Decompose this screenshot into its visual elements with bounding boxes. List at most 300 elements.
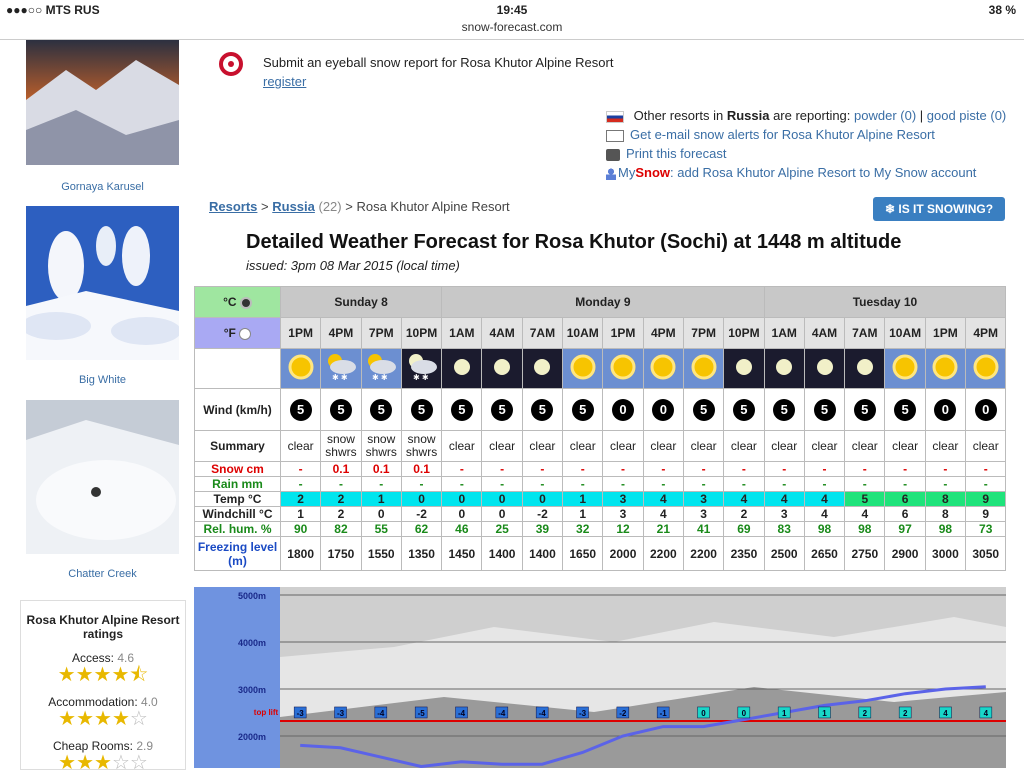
temp-marker-label: 1 (822, 708, 827, 718)
mysnow-link[interactable]: : add Rosa Khutor Alpine Resort to My Snow account (670, 165, 977, 180)
freezing-cell: 2200 (683, 537, 723, 571)
weather-cell (563, 349, 603, 389)
radio-empty-icon[interactable] (239, 328, 251, 340)
temp-marker-label: 4 (943, 708, 948, 718)
freezing-cell: 2900 (885, 537, 925, 571)
moon-icon (850, 371, 880, 385)
windchill-cell: 2 (724, 507, 764, 522)
snow-cell: - (804, 462, 844, 477)
freezing-cell: 3000 (925, 537, 965, 571)
sun-icon (890, 371, 920, 385)
ratings-panel (20, 600, 186, 774)
freezing-cell: 1800 (281, 537, 321, 571)
wind-arrow-icon: 5 (330, 399, 352, 421)
resort-photo-chatter-creek[interactable] (26, 400, 179, 554)
snow-cell: - (603, 462, 643, 477)
snow-cell: - (683, 462, 723, 477)
summary-cell: clear (482, 431, 522, 462)
humidity-cell: 39 (522, 522, 562, 537)
svg-text:✱ ✱: ✱ ✱ (372, 373, 388, 382)
humidity-cell: 46 (442, 522, 482, 537)
svg-text:✱ ✱: ✱ ✱ (412, 373, 429, 382)
windchill-cell: 1 (281, 507, 321, 522)
printer-icon (606, 149, 620, 161)
rain-cell: - (482, 477, 522, 492)
country-name: Russia (726, 108, 770, 123)
breadcrumb-current: Rosa Khutor Alpine Resort (356, 199, 510, 214)
freezing-cell: 1550 (361, 537, 401, 571)
wind-cell (522, 389, 562, 431)
print-link[interactable]: Print this forecast (626, 146, 727, 161)
windchill-cell: 4 (643, 507, 683, 522)
rain-cell: - (361, 477, 401, 492)
summary-cell: snow shwrs (321, 431, 361, 462)
summary-cell: clear (442, 431, 482, 462)
hour-header: 10PM (401, 318, 441, 349)
y-tick-label: 5000m (237, 591, 267, 601)
resort-photo-gornaya-karusel[interactable] (26, 40, 179, 194)
hour-header: 7AM (845, 318, 885, 349)
snow-cell: - (442, 462, 482, 477)
humidity-cell: 83 (764, 522, 804, 537)
summary-cell: clear (563, 431, 603, 462)
wind-arrow-icon: 5 (693, 399, 715, 421)
summary-cell: clear (804, 431, 844, 462)
radio-selected-icon[interactable] (240, 297, 252, 309)
humidity-cell: 82 (321, 522, 361, 537)
battery: 38 % (988, 3, 1016, 17)
weather-cell (281, 349, 321, 389)
snow-cell: - (281, 462, 321, 477)
wind-arrow-icon: 0 (975, 399, 997, 421)
rain-cell: - (764, 477, 804, 492)
y-tick-label: 2000m (237, 732, 267, 742)
moon-icon (447, 371, 477, 385)
wind-cell (885, 389, 925, 431)
windchill-cell: 3 (764, 507, 804, 522)
wind-cell (442, 389, 482, 431)
weather-cell (401, 349, 441, 389)
temp-cell: 4 (764, 492, 804, 507)
snow-cell: 0.1 (401, 462, 441, 477)
snow-cell: 0.1 (361, 462, 401, 477)
wind-cell (563, 389, 603, 431)
row-label (195, 349, 281, 389)
row-label-text: Temp °C (213, 492, 262, 506)
freezing-cell: 3050 (966, 537, 1006, 571)
windchill-cell: 9 (966, 507, 1006, 522)
freezing-cell: 1450 (442, 537, 482, 571)
row-label (195, 537, 281, 571)
eyeball-reporter-logo[interactable] (205, 52, 257, 94)
row-label-text: Windchill °C (202, 507, 273, 521)
wind-arrow-icon: 5 (491, 399, 513, 421)
summary-cell: clear (724, 431, 764, 462)
mysnow-row[interactable] (606, 163, 1006, 182)
temp-cell: 1 (563, 492, 603, 507)
wind-cell (845, 389, 885, 431)
sun-icon (930, 371, 960, 385)
resort-caption[interactable]: Gornaya Karusel (61, 181, 144, 193)
weather-cell (724, 349, 764, 389)
powder-link[interactable]: powder (0) (854, 108, 917, 123)
summary-cell: clear (885, 431, 925, 462)
summary-cell: clear (845, 431, 885, 462)
rating-label: Accommodation: (48, 695, 138, 709)
ratings-title: Rosa Khutor Alpine Resort ratings (26, 613, 180, 641)
rating-label: Access: (71, 651, 114, 665)
wind-cell (966, 389, 1006, 431)
print-row[interactable] (606, 144, 1006, 163)
wind-arrow-icon: 5 (531, 399, 553, 421)
temp-marker-label: 2 (862, 708, 868, 718)
temp-cell: 9 (966, 492, 1006, 507)
temp-marker-label: -3 (296, 708, 304, 718)
summary-cell: clear (281, 431, 321, 462)
moon-icon (810, 371, 840, 385)
snow-cell: - (764, 462, 804, 477)
hour-header: 4AM (482, 318, 522, 349)
wind-cell (321, 389, 361, 431)
wind-arrow-icon: 5 (572, 399, 594, 421)
unit-fahrenheit-toggle[interactable] (195, 318, 281, 349)
wind-cell (683, 389, 723, 431)
url-text: snow-forecast.com (461, 20, 563, 34)
weather-cell (522, 349, 562, 389)
hour-header: 10AM (885, 318, 925, 349)
register-link[interactable]: register (263, 74, 307, 89)
unit-label: °F (223, 326, 236, 340)
weather-cell (603, 349, 643, 389)
carrier: ●●●○○ MTS RUS (6, 3, 100, 17)
moon-icon (769, 371, 799, 385)
chart-svg (194, 587, 1006, 768)
temp-cell: 0 (522, 492, 562, 507)
snow-cell: - (643, 462, 683, 477)
humidity-cell: 41 (683, 522, 723, 537)
unit-label: °C (223, 295, 237, 309)
rain-cell: - (563, 477, 603, 492)
hour-header: 7PM (361, 318, 401, 349)
snow-cell: - (966, 462, 1006, 477)
row-label (195, 477, 281, 492)
windchill-cell: 8 (925, 507, 965, 522)
rain-cell: - (442, 477, 482, 492)
temp-marker-label: -2 (619, 708, 627, 718)
weather-cell (683, 349, 723, 389)
person-icon (606, 168, 616, 180)
page-title: Detailed Weather Forecast for Rosa Khutor (Sochi) at 1448 m altitude (246, 231, 902, 253)
rain-cell: - (281, 477, 321, 492)
sidebar (0, 40, 200, 774)
weather-cell (764, 349, 804, 389)
breadcrumb-sep: > (257, 199, 273, 214)
humidity-cell: 55 (361, 522, 401, 537)
sun-icon (568, 371, 598, 385)
wind-cell (804, 389, 844, 431)
weather-cell (885, 349, 925, 389)
temp-cell: 5 (845, 492, 885, 507)
temp-marker-label: -4 (538, 708, 546, 718)
row-label-text: Freezing level (m) (197, 539, 278, 568)
temp-marker-label: 2 (902, 708, 908, 718)
other-resorts-text: Other resorts in (633, 108, 727, 123)
humidity-cell: 25 (482, 522, 522, 537)
submit-report-text: Submit an eyeball snow report for Rosa Khutor Alpine Resort (263, 55, 614, 70)
temp-marker-label: -5 (417, 708, 425, 718)
summary-cell: clear (764, 431, 804, 462)
temp-marker-label: 1 (781, 708, 787, 718)
rating-value: 4.6 (117, 651, 135, 665)
hour-header: 1PM (925, 318, 965, 349)
freezing-cell: 2200 (643, 537, 683, 571)
windchill-cell: 4 (845, 507, 885, 522)
wind-cell (724, 389, 764, 431)
mysnow-my[interactable]: My (618, 165, 636, 180)
summary-cell: clear (603, 431, 643, 462)
windchill-cell: 6 (885, 507, 925, 522)
sun-icon (971, 371, 1001, 385)
breadcrumb-count: (22) (314, 199, 342, 214)
temp-marker-label: 0 (701, 708, 706, 718)
summary-cell: clear (643, 431, 683, 462)
snow-cell: - (563, 462, 603, 477)
resort-links (606, 106, 1006, 182)
status-bar (0, 0, 1024, 20)
weather-cell (925, 349, 965, 389)
row-label (195, 431, 281, 462)
wind-arrow-icon: 0 (652, 399, 674, 421)
breadcrumb-resorts[interactable]: Resorts (209, 199, 258, 214)
wind-cell (281, 389, 321, 431)
star-rating: ★★★☆☆ (58, 752, 148, 774)
rating-label: Cheap Rooms: (52, 739, 133, 753)
rain-cell: - (724, 477, 764, 492)
moon-icon (487, 371, 517, 385)
freezing-cell: 1750 (321, 537, 361, 571)
wind-arrow-icon: 5 (894, 399, 916, 421)
good-piste-link[interactable]: good piste (0) (926, 108, 1007, 123)
humidity-cell: 12 (603, 522, 643, 537)
freezing-cell: 1400 (482, 537, 522, 571)
unit-celsius-toggle[interactable] (195, 287, 281, 318)
summary-cell: snow shwrs (401, 431, 441, 462)
humidity-cell: 32 (563, 522, 603, 537)
temp-marker-label: -1 (659, 708, 667, 718)
wind-arrow-icon: 5 (370, 399, 392, 421)
weather-cell (845, 349, 885, 389)
y-tick-label: 4000m (237, 638, 267, 648)
separator: | (916, 108, 927, 123)
wind-cell (401, 389, 441, 431)
temp-marker-label: 4 (983, 708, 989, 718)
temp-marker-label: -4 (457, 708, 466, 718)
resort-caption[interactable]: Chatter Creek (68, 568, 137, 580)
row-label (195, 492, 281, 507)
star-rating: ★★★★☆ (58, 708, 148, 730)
temp-marker-label: -4 (377, 708, 385, 718)
temp-marker-label: 0 (741, 708, 747, 718)
rating-value: 4.0 (141, 695, 158, 709)
freezing-cell: 2750 (845, 537, 885, 571)
resort-photo-big-white[interactable] (26, 206, 179, 360)
weather-cell (966, 349, 1006, 389)
temp-cell: 4 (643, 492, 683, 507)
temp-cell: 2 (321, 492, 361, 507)
freezing-cell: 1400 (522, 537, 562, 571)
wind-arrow-icon: 0 (934, 399, 956, 421)
windchill-cell: 0 (361, 507, 401, 522)
freezing-cell: 1650 (563, 537, 603, 571)
snow-cell: - (885, 462, 925, 477)
sun-icon (286, 371, 316, 385)
day-header: Monday 9 (442, 287, 764, 318)
humidity-cell: 98 (804, 522, 844, 537)
rain-cell: - (401, 477, 441, 492)
hour-header: 7AM (522, 318, 562, 349)
day-header: Sunday 8 (281, 287, 442, 318)
star-rating: ★★★★⯪ (57, 664, 149, 686)
freezing-cell: 2650 (804, 537, 844, 571)
wind-cell (361, 389, 401, 431)
forecast-table (194, 286, 1006, 571)
breadcrumb-sep: > (341, 199, 357, 214)
windchill-cell: 2 (321, 507, 361, 522)
row-label-text: Rain mm (212, 477, 263, 491)
windchill-cell: -2 (401, 507, 441, 522)
rain-cell: - (925, 477, 965, 492)
envelope-icon (606, 130, 624, 142)
hour-header: 10PM (724, 318, 764, 349)
rain-cell: - (321, 477, 361, 492)
sun-icon (608, 371, 638, 385)
other-resorts-row (606, 106, 1006, 125)
is-it-snowing-button[interactable]: ❄ IS IT SNOWING? (873, 197, 1005, 221)
hour-header: 7PM (683, 318, 723, 349)
row-label (195, 389, 281, 431)
wind-cell (482, 389, 522, 431)
rain-cell: - (522, 477, 562, 492)
humidity-cell: 73 (966, 522, 1006, 537)
humidity-cell: 69 (724, 522, 764, 537)
day-header: Tuesday 10 (764, 287, 1006, 318)
snow-cell: - (925, 462, 965, 477)
windchill-cell: -2 (522, 507, 562, 522)
row-label (195, 507, 281, 522)
wind-cell (643, 389, 683, 431)
windchill-cell: 3 (603, 507, 643, 522)
wind-arrow-icon: 0 (612, 399, 634, 421)
temp-marker-label: -4 (498, 708, 506, 718)
rain-cell: - (643, 477, 683, 492)
weather-cell (482, 349, 522, 389)
issued-time: issued: 3pm 08 Mar 2015 (local time) (246, 258, 460, 273)
top-lift-label: top lift (253, 707, 279, 717)
other-resorts-mid: are reporting: (769, 108, 855, 123)
humidity-cell: 98 (925, 522, 965, 537)
snow-cell: - (845, 462, 885, 477)
wind-arrow-icon: 5 (854, 399, 876, 421)
wind-arrow-icon: 5 (411, 399, 433, 421)
temp-cell: 1 (361, 492, 401, 507)
svg-text:✱ ✱: ✱ ✱ (331, 373, 348, 382)
hour-header: 4PM (321, 318, 361, 349)
hour-header: 4PM (643, 318, 683, 349)
rating-access (21, 651, 185, 685)
row-label-text: Rel. hum. % (203, 522, 272, 536)
rain-cell: - (966, 477, 1006, 492)
sun-icon (689, 371, 719, 385)
humidity-cell: 21 (643, 522, 683, 537)
temp-cell: 0 (401, 492, 441, 507)
temp-marker-label: -3 (336, 708, 345, 718)
mysnow-snow[interactable]: Snow (635, 165, 671, 180)
temp-cell: 4 (804, 492, 844, 507)
windchill-cell: 0 (442, 507, 482, 522)
wind-arrow-icon: 5 (290, 399, 312, 421)
moon-icon (729, 371, 759, 385)
email-alerts-row[interactable] (606, 125, 1006, 144)
hour-header: 4PM (966, 318, 1006, 349)
rain-cell: - (603, 477, 643, 492)
summary-cell: clear (966, 431, 1006, 462)
humidity-cell: 90 (281, 522, 321, 537)
humidity-cell: 62 (401, 522, 441, 537)
row-label-text: Wind (km/h) (203, 402, 272, 417)
summary-cell: clear (683, 431, 723, 462)
hour-header: 1AM (764, 318, 804, 349)
wind-arrow-icon: 5 (733, 399, 755, 421)
breadcrumb-country[interactable]: Russia (272, 199, 315, 214)
windchill-cell: 4 (804, 507, 844, 522)
windchill-cell: 0 (482, 507, 522, 522)
temp-cell: 8 (925, 492, 965, 507)
temp-cell: 3 (683, 492, 723, 507)
rain-cell: - (683, 477, 723, 492)
wind-cell (925, 389, 965, 431)
temp-cell: 2 (281, 492, 321, 507)
snow-cell: 0.1 (321, 462, 361, 477)
row-label (195, 462, 281, 477)
freezing-cell: 2350 (724, 537, 764, 571)
freezing-cell: 1350 (401, 537, 441, 571)
temp-cell: 0 (482, 492, 522, 507)
windchill-cell: 1 (563, 507, 603, 522)
snow-shower-icon (404, 372, 440, 386)
url-bar[interactable] (0, 20, 1024, 40)
freezing-level-chart (194, 587, 1006, 768)
hour-header: 4AM (804, 318, 844, 349)
sun-icon (648, 371, 678, 385)
hour-header: 1PM (281, 318, 321, 349)
hour-header: 10AM (563, 318, 603, 349)
hour-header: 1AM (442, 318, 482, 349)
weather-cell (442, 349, 482, 389)
temp-marker-label: -3 (578, 708, 587, 718)
wind-cell (764, 389, 804, 431)
weather-cell (361, 349, 401, 389)
email-alerts-link[interactable]: Get e-mail snow alerts for Rosa Khutor Alpine Resort (630, 127, 935, 142)
russia-flag-icon (606, 111, 624, 123)
breadcrumb (209, 199, 510, 214)
rating-accommodation (21, 695, 185, 729)
row-label (195, 522, 281, 537)
hour-header: 1PM (603, 318, 643, 349)
temp-cell: 4 (724, 492, 764, 507)
row-label-text: Summary (210, 439, 265, 453)
moon-icon (527, 371, 557, 385)
resort-caption[interactable]: Big White (78, 374, 127, 386)
